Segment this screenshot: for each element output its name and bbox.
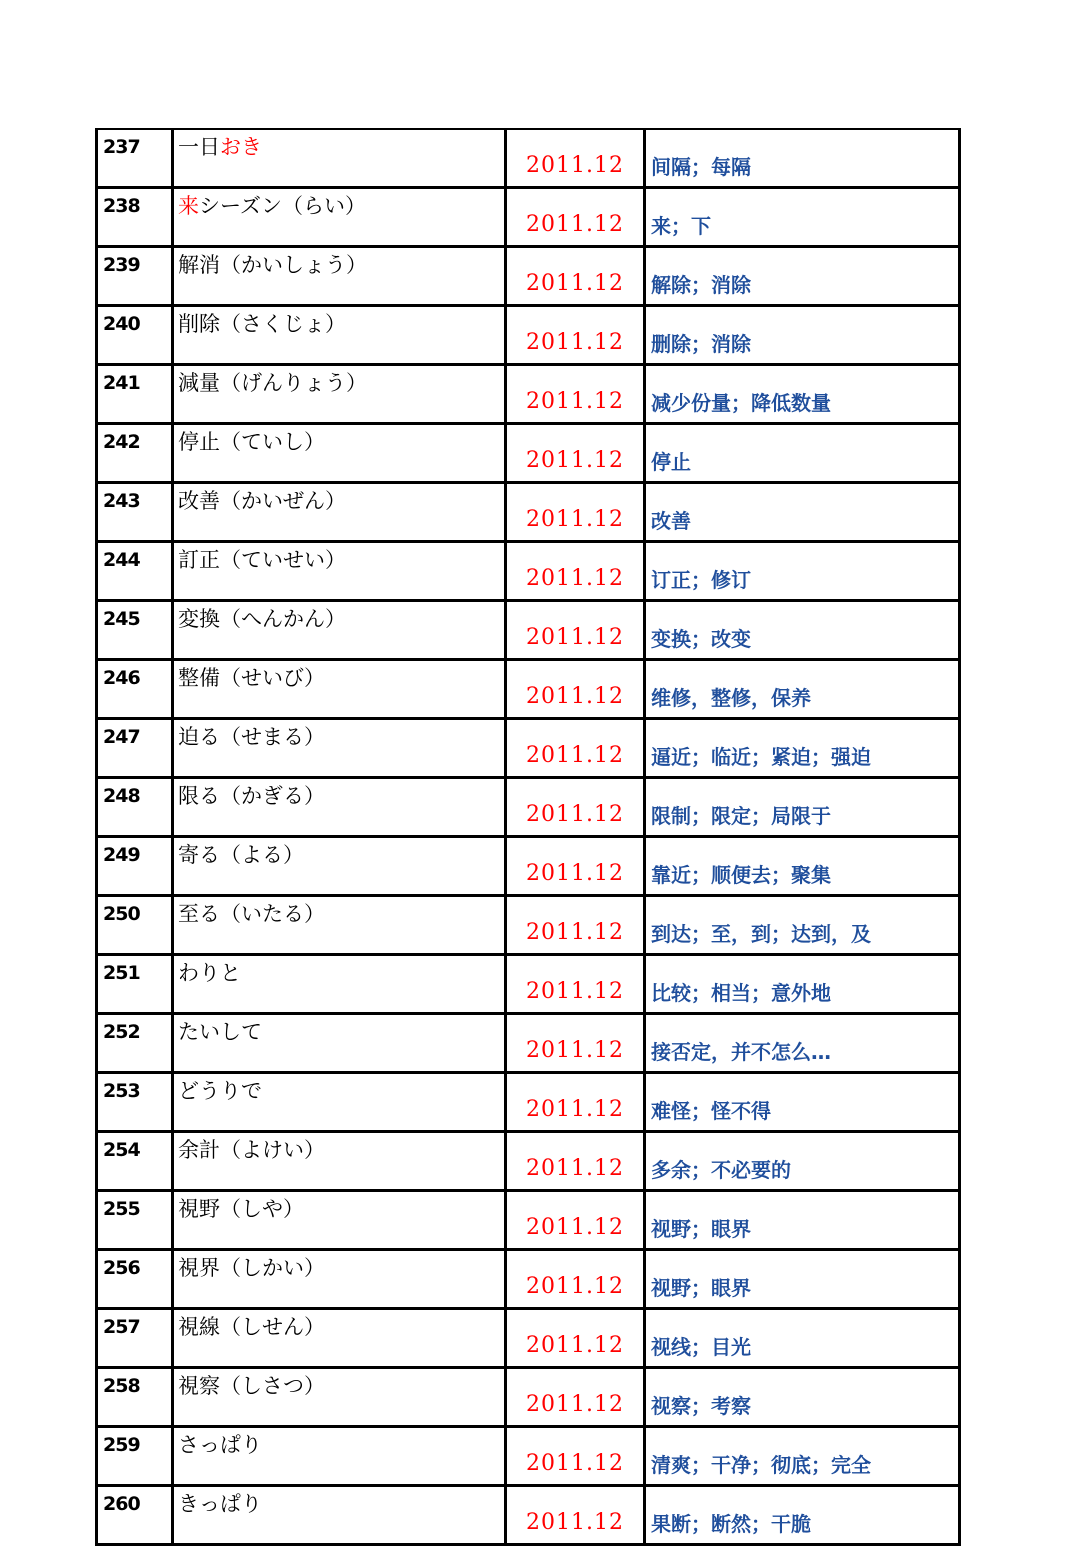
entry-meaning: 逼近；临近；紧迫；强迫 xyxy=(645,719,960,778)
word-text: 視線（しせん） xyxy=(178,1315,325,1339)
entry-word xyxy=(173,837,506,896)
entry-meaning: 视野；眼界 xyxy=(645,1250,960,1309)
entry-number: 255 xyxy=(97,1191,173,1250)
entry-date: 2011.12 xyxy=(506,1309,645,1368)
word-highlight: おき xyxy=(220,135,262,159)
entry-word xyxy=(173,188,506,247)
entry-word xyxy=(173,483,506,542)
table-row xyxy=(97,306,960,365)
entry-word xyxy=(173,1486,506,1545)
entry-date: 2011.12 xyxy=(506,483,645,542)
entry-meaning: 接否定，并不怎么… xyxy=(645,1014,960,1073)
entry-meaning: 清爽；干净；彻底；完全 xyxy=(645,1427,960,1486)
entry-meaning: 删除；消除 xyxy=(645,306,960,365)
word-text: 減量（げんりょう） xyxy=(178,371,367,395)
word-text: 視野（しや） xyxy=(178,1197,304,1221)
table-row xyxy=(97,601,960,660)
entry-meaning: 来；下 xyxy=(645,188,960,247)
entry-meaning: 视线；目光 xyxy=(645,1309,960,1368)
entry-date: 2011.12 xyxy=(506,1191,645,1250)
entry-word xyxy=(173,1191,506,1250)
entry-date: 2011.12 xyxy=(506,1073,645,1132)
word-text: わりと xyxy=(178,961,241,985)
word-text: 至る（いたる） xyxy=(178,902,325,926)
entry-date: 2011.12 xyxy=(506,1014,645,1073)
entry-number: 238 xyxy=(97,188,173,247)
word-text: 一日 xyxy=(178,135,220,159)
entry-date: 2011.12 xyxy=(506,306,645,365)
entry-date: 2011.12 xyxy=(506,247,645,306)
entry-date: 2011.12 xyxy=(506,1132,645,1191)
table-row xyxy=(97,424,960,483)
entry-meaning: 改善 xyxy=(645,483,960,542)
entry-date: 2011.12 xyxy=(506,719,645,778)
table-row xyxy=(97,365,960,424)
entry-date: 2011.12 xyxy=(506,365,645,424)
entry-number: 260 xyxy=(97,1486,173,1545)
entry-word xyxy=(173,1132,506,1191)
entry-word xyxy=(173,247,506,306)
word-text: 削除（さくじょ） xyxy=(178,312,346,336)
entry-number: 257 xyxy=(97,1309,173,1368)
word-text: きっぱり xyxy=(178,1492,262,1516)
entry-number: 250 xyxy=(97,896,173,955)
entry-number: 249 xyxy=(97,837,173,896)
entry-date: 2011.12 xyxy=(506,778,645,837)
entry-number: 258 xyxy=(97,1368,173,1427)
vocabulary-table-body xyxy=(97,129,960,1545)
entry-number: 244 xyxy=(97,542,173,601)
entry-number: 239 xyxy=(97,247,173,306)
entry-word xyxy=(173,1014,506,1073)
entry-number: 252 xyxy=(97,1014,173,1073)
entry-date: 2011.12 xyxy=(506,660,645,719)
entry-meaning: 比较；相当；意外地 xyxy=(645,955,960,1014)
table-row xyxy=(97,955,960,1014)
entry-word xyxy=(173,1368,506,1427)
entry-number: 243 xyxy=(97,483,173,542)
word-text: 余計（よけい） xyxy=(178,1138,325,1162)
entry-number: 242 xyxy=(97,424,173,483)
entry-meaning: 维修，整修，保养 xyxy=(645,660,960,719)
table-row xyxy=(97,483,960,542)
entry-number: 248 xyxy=(97,778,173,837)
word-text: 改善（かいぜん） xyxy=(178,489,346,513)
word-text: 停止（ていし） xyxy=(178,430,325,454)
word-text: 視界（しかい） xyxy=(178,1256,325,1280)
entry-meaning: 多余；不必要的 xyxy=(645,1132,960,1191)
word-text: 限る（かぎる） xyxy=(178,784,325,808)
entry-number: 241 xyxy=(97,365,173,424)
entry-date: 2011.12 xyxy=(506,601,645,660)
entry-meaning: 解除；消除 xyxy=(645,247,960,306)
entry-number: 245 xyxy=(97,601,173,660)
entry-word xyxy=(173,896,506,955)
table-row xyxy=(97,1427,960,1486)
entry-word xyxy=(173,1073,506,1132)
table-row xyxy=(97,129,960,188)
entry-meaning: 间隔；每隔 xyxy=(645,129,960,188)
word-text: 変換（へんかん） xyxy=(178,607,346,631)
entry-date: 2011.12 xyxy=(506,955,645,1014)
entry-word xyxy=(173,306,506,365)
word-text: 整備（せいび） xyxy=(178,666,325,690)
entry-word xyxy=(173,719,506,778)
entry-meaning: 视察；考察 xyxy=(645,1368,960,1427)
table-row xyxy=(97,1368,960,1427)
word-text: 解消（かいしょう） xyxy=(178,253,367,277)
word-highlight: 来 xyxy=(178,194,199,218)
table-row xyxy=(97,1309,960,1368)
entry-date: 2011.12 xyxy=(506,188,645,247)
table-row xyxy=(97,542,960,601)
entry-meaning: 视野；眼界 xyxy=(645,1191,960,1250)
entry-number: 247 xyxy=(97,719,173,778)
entry-meaning: 停止 xyxy=(645,424,960,483)
entry-word xyxy=(173,601,506,660)
entry-meaning: 限制；限定；局限于 xyxy=(645,778,960,837)
vocabulary-table xyxy=(95,128,961,1546)
entry-meaning: 到达；至，到；达到，及 xyxy=(645,896,960,955)
table-row xyxy=(97,1073,960,1132)
entry-word xyxy=(173,1427,506,1486)
table-row xyxy=(97,896,960,955)
entry-date: 2011.12 xyxy=(506,896,645,955)
table-row xyxy=(97,660,960,719)
table-row xyxy=(97,1014,960,1073)
entry-date: 2011.12 xyxy=(506,1486,645,1545)
entry-meaning: 减少份量；降低数量 xyxy=(645,365,960,424)
entry-date: 2011.12 xyxy=(506,542,645,601)
entry-date: 2011.12 xyxy=(506,1427,645,1486)
entry-meaning: 难怪；怪不得 xyxy=(645,1073,960,1132)
word-text: たいして xyxy=(178,1020,262,1044)
table-row xyxy=(97,719,960,778)
table-row xyxy=(97,1191,960,1250)
table-row xyxy=(97,778,960,837)
entry-number: 237 xyxy=(97,129,173,188)
entry-word xyxy=(173,129,506,188)
entry-word xyxy=(173,1250,506,1309)
word-text: どうりで xyxy=(178,1079,262,1103)
entry-number: 251 xyxy=(97,955,173,1014)
word-text: 寄る（よる） xyxy=(178,843,304,867)
entry-date: 2011.12 xyxy=(506,1250,645,1309)
table-row xyxy=(97,188,960,247)
entry-word xyxy=(173,955,506,1014)
entry-number: 240 xyxy=(97,306,173,365)
entry-number: 254 xyxy=(97,1132,173,1191)
table-row xyxy=(97,837,960,896)
table-row xyxy=(97,247,960,306)
entry-meaning: 变换；改变 xyxy=(645,601,960,660)
word-text: 視察（しさつ） xyxy=(178,1374,325,1398)
word-text: 迫る（せまる） xyxy=(178,725,325,749)
entry-meaning: 订正；修订 xyxy=(645,542,960,601)
entry-word xyxy=(173,424,506,483)
entry-date: 2011.12 xyxy=(506,837,645,896)
entry-number: 246 xyxy=(97,660,173,719)
entry-word xyxy=(173,1309,506,1368)
entry-date: 2011.12 xyxy=(506,1368,645,1427)
table-row xyxy=(97,1132,960,1191)
entry-meaning: 靠近；顺便去；聚集 xyxy=(645,837,960,896)
entry-number: 256 xyxy=(97,1250,173,1309)
word-text: シーズン（らい） xyxy=(199,194,366,218)
entry-word xyxy=(173,660,506,719)
word-text: 訂正（ていせい） xyxy=(178,548,346,572)
entry-word xyxy=(173,542,506,601)
entry-word xyxy=(173,365,506,424)
entry-date: 2011.12 xyxy=(506,129,645,188)
entry-meaning: 果断；断然；干脆 xyxy=(645,1486,960,1545)
entry-date: 2011.12 xyxy=(506,424,645,483)
table-row xyxy=(97,1250,960,1309)
table-row xyxy=(97,1486,960,1545)
word-text: さっぱり xyxy=(178,1433,262,1457)
entry-number: 259 xyxy=(97,1427,173,1486)
entry-word xyxy=(173,778,506,837)
entry-number: 253 xyxy=(97,1073,173,1132)
